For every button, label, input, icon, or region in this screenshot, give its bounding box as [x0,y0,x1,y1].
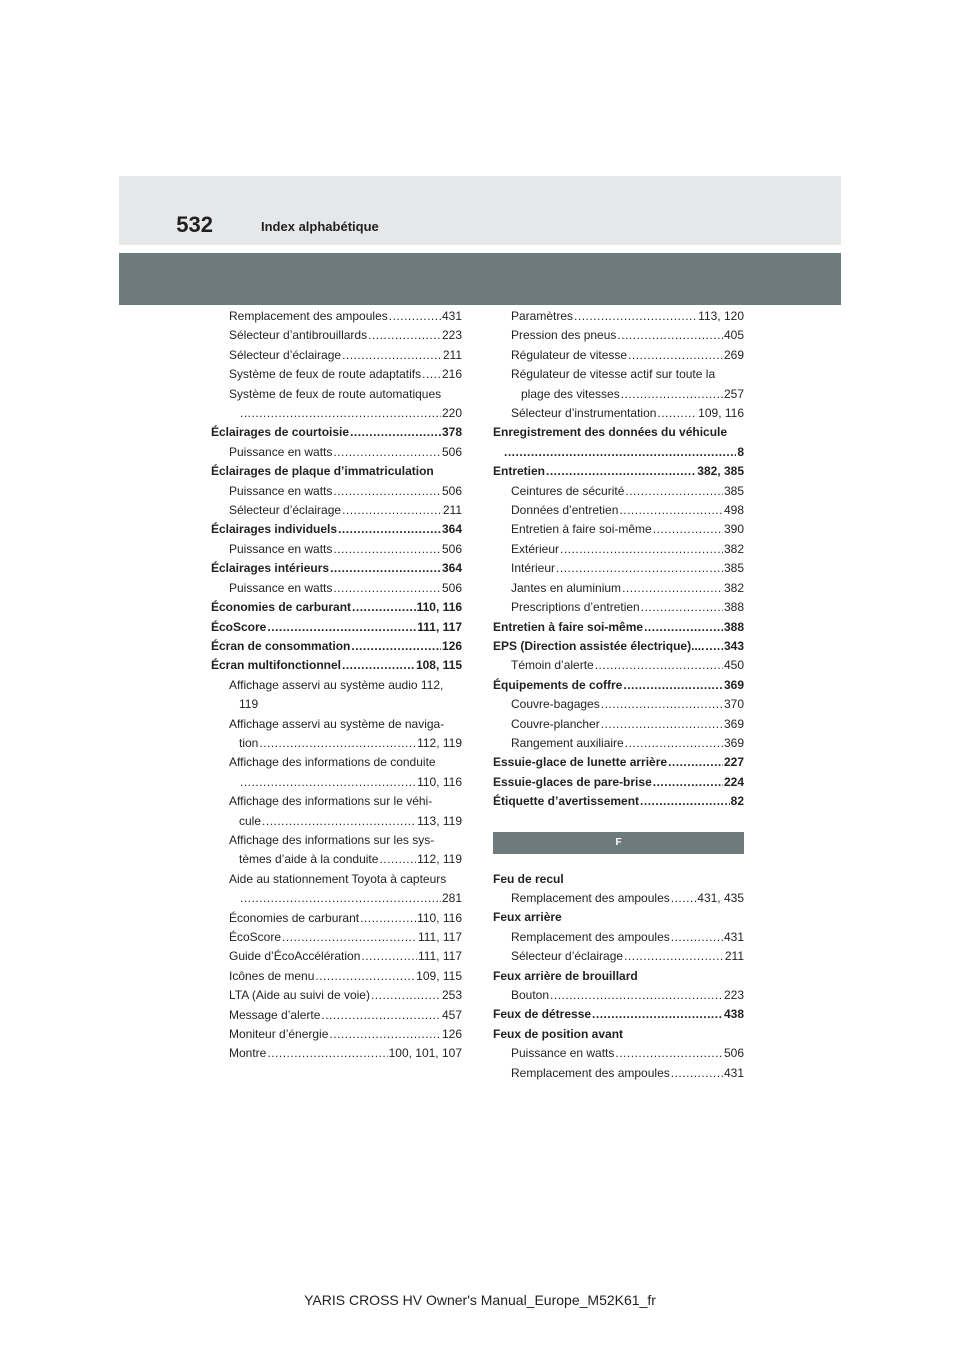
dot-leader [615,1044,723,1063]
index-page-ref: 364 [441,561,462,576]
dot-leader [321,1006,441,1025]
index-heading: Feux arrière de brouillard [493,968,638,983]
index-entry [211,307,462,326]
index-entry [493,326,744,345]
index-entry-label: Pression des pneus [511,328,617,343]
index-entry [211,928,462,947]
dot-leader [361,947,417,966]
index-entry-label: Guide d’ÉcoAccélération [229,949,361,964]
index-page-ref: 369 [723,735,744,750]
index-page-ref: 431 [723,929,744,944]
dot-leader [653,520,723,539]
index-entry [493,947,744,966]
index-entry [493,1064,744,1083]
index-entry [211,812,462,831]
index-heading: Feux arrière [493,910,562,925]
index-entry [493,1044,744,1063]
dot-leader [267,618,416,637]
index-entry-label: Bouton [511,988,550,1002]
dot-leader [657,404,697,423]
index-entry-label: Essuie-glaces de pare-brise [493,774,652,789]
index-page-ref: 388 [723,619,744,634]
page-footer: YARIS CROSS HV Owner's Manual_Europe_M52K61_fr [304,1292,656,1308]
index-page-ref: 223 [441,328,462,343]
header-dark-band [119,253,841,305]
dot-leader [240,773,416,792]
index-heading [493,676,744,695]
index-page-ref: 269 [723,347,744,362]
index-entry-label: Système de feux de route adaptatifs [229,367,422,382]
dot-leader [671,928,723,947]
index-page-ref: 224 [723,774,744,789]
dot-leader [282,928,417,947]
dot-leader [640,792,730,811]
index-entry-label: Sélecteur d’antibrouillards [229,328,368,343]
index-page-ref: 220 [441,406,462,421]
index-page-ref: 110, 116 [416,600,462,615]
index-page-ref: 110, 116 [417,774,462,789]
index-heading [211,656,462,675]
index-entry [211,947,462,966]
dot-leader [644,618,723,637]
index-page-ref: 378 [441,425,462,440]
index-entry [493,928,744,947]
dot-leader [574,307,697,326]
index-page-ref: 109, 116 [698,406,744,421]
index-entry-label: Affichage des informations sur le véhi- [229,794,433,809]
index-heading [211,423,462,442]
index-page-ref: 113, 119 [417,813,462,828]
index-page-ref: 211 [442,347,462,362]
index-entry-continuation: plage des vitesses [521,386,620,401]
index-entry [493,889,744,908]
dot-leader [560,540,723,559]
dot-leader [338,520,441,539]
dot-leader [333,579,441,598]
dot-leader [668,753,723,772]
index-entry [211,540,462,559]
index-entry [493,695,744,714]
index-entry-label: Ceintures de sécurité [511,483,625,498]
index-entry-label: ÉcoScore [211,619,267,634]
index-entry-label: Affichage asservi au système de naviga- [229,716,445,731]
dot-leader [267,1044,387,1063]
index-heading: Feux de position avant [493,1026,624,1041]
index-entry-label: Icônes de menu [229,968,315,983]
index-page-ref: 450 [723,658,744,673]
index-entry-label: Éclairages individuels [211,522,338,537]
index-column-left [211,307,462,1064]
index-entry [211,365,462,384]
index-heading [493,462,744,481]
index-page-ref: 506 [441,444,462,459]
index-entry [493,540,744,559]
index-entry-label: Prescriptions d’entretien [511,600,640,615]
index-heading [493,637,744,656]
dot-leader [259,734,416,753]
index-entry-label: Puissance en watts [511,1046,615,1061]
index-page-ref: 126 [441,1027,462,1042]
index-entry [211,889,462,908]
index-page-ref: 110, 116 [417,910,462,925]
index-entry-label: Éclairages de courtoisie [211,425,350,440]
dot-leader [315,967,415,986]
dot-leader [333,443,441,462]
index-entry-label: Système de feux de route automatiques [229,386,442,401]
index-page-ref: 382, 385 [697,464,744,479]
index-entry [493,443,744,462]
index-page-ref: 369 [723,716,744,731]
index-entry-label: Remplacement des ampoules [229,309,388,323]
index-page-ref: 253 [441,988,462,1003]
index-heading [211,559,462,578]
index-entry-label: Sélecteur d’instrumentation [511,406,657,421]
index-entry-label: Puissance en watts [229,444,333,459]
dot-leader [592,1005,723,1024]
index-heading [493,1005,744,1024]
dot-leader [556,559,723,578]
index-entry [493,656,744,675]
index-page-ref: 343 [723,638,744,653]
index-entry-label: Équipements de coffre [493,677,623,692]
index-page-ref: 108, 115 [415,658,462,673]
index-entry-label: Feux de détresse [493,1007,592,1022]
index-heading [493,773,744,792]
index-entry-label: Message d’alerte [229,1007,321,1022]
index-page-ref: 438 [723,1007,744,1022]
dot-leader [622,579,723,598]
index-entry-label: Sélecteur d’éclairage [229,503,342,518]
index-entry [211,909,462,928]
index-page-ref: 257 [723,386,744,401]
index-entry-label: Remplacement des ampoules [511,929,670,944]
index-entry-label: EPS (Direction assistée électrique).... [493,638,705,653]
index-page-ref: 498 [723,503,744,518]
index-column-right [493,307,744,1083]
index-entry [493,715,744,734]
index-entry-label: Éclairages intérieurs [211,561,330,576]
index-entry-label: ÉcoScore [229,930,282,944]
index-heading: Feu de recul [493,871,564,886]
dot-leader [623,676,723,695]
dot-leader [330,559,441,578]
dot-leader [624,947,724,966]
index-entry [211,967,462,986]
index-page-ref: 405 [723,328,744,343]
page-number: 532 [176,212,213,237]
index-page-ref: 390 [723,522,744,537]
index-entry [493,520,744,539]
dot-leader [371,986,441,1005]
index-heading [211,618,462,637]
dot-leader [360,909,416,928]
index-heading [493,618,744,637]
index-entry-label: Régulateur de vitesse actif sur toute la [511,367,716,382]
index-entry-label: Écran multifonctionnel [211,658,342,673]
header-band [119,176,841,245]
index-entry [211,482,462,501]
index-group-e [493,307,744,812]
index-entry [493,579,744,598]
dot-leader [352,598,416,617]
index-entry-label: Témoin d’alerte [511,658,594,673]
index-heading [211,520,462,539]
index-page-ref: 281 [441,891,462,906]
index-entry [211,850,462,869]
dot-leader [333,540,441,559]
dot-leader [601,715,723,734]
index-page-ref: 126 [441,638,462,653]
dot-leader [368,326,441,345]
index-entry [493,559,744,578]
dot-leader [671,1064,723,1083]
index-entry-label: Puissance en watts [229,580,333,595]
index-page-ref: 111, 117 [417,930,462,944]
index-entry-label: Écran de consommation [211,638,351,653]
index-page-ref: 382 [723,580,744,595]
index-heading [493,792,744,811]
index-entry [493,307,744,326]
dot-leader [329,1025,441,1044]
index-entry-label: Intérieur [511,561,556,576]
dot-leader [240,404,441,423]
index-entry [211,404,462,423]
dot-leader [342,501,442,520]
index-entry-label: Jantes en aluminium [511,580,622,595]
index-entry-label: Puissance en watts [229,483,333,498]
index-page-ref: 100, 101, 107 [388,1046,462,1061]
dot-leader [333,482,441,501]
index-page-ref: 385 [723,561,744,576]
index-page-ref: 216 [441,367,462,382]
index-entry [211,501,462,520]
index-page-ref: 113, 120 [698,309,744,323]
index-entry [211,1025,462,1044]
dot-leader [619,501,723,520]
index-entry-label: Économies de carburant [229,910,360,925]
index-entry-label: Enregistrement des données du véhicule [493,425,728,440]
index-heading [493,753,744,772]
index-entry [211,443,462,462]
index-entry-label: Données d’entretien [511,503,619,518]
index-page-ref: 364 [441,522,462,537]
dot-leader [621,385,723,404]
index-entry-label: Affichage des informations sur les sys- [229,832,435,847]
index-entry [211,579,462,598]
index-entry [493,986,744,1005]
index-entry [493,385,744,404]
index-page-ref: 506 [723,1046,744,1061]
index-entry [211,326,462,345]
dot-leader [262,812,416,831]
index-entry-label: Couvre-bagages [511,697,600,712]
index-entry-label: Économies de carburant [211,600,352,615]
index-page-ref: 457 [441,1007,462,1022]
index-page-ref: 431, 435 [697,890,744,905]
dot-leader [625,734,723,753]
index-page-ref: 506 [441,541,462,556]
index-entry-label: Essuie-glace de lunette arrière [493,755,668,770]
index-group-f [493,870,744,1083]
index-page-ref: 382 [723,541,744,556]
index-entry-continuation: tèmes d’aide à la conduite [239,852,379,867]
index-entry-label: Affichage asservi au système audio 112, [229,677,444,692]
index-entry-label: Puissance en watts [229,541,333,556]
index-entry-label: Affichage des informations de conduite [229,755,436,770]
index-entry-label: Entretien à faire soi-même [511,522,652,537]
index-entry [211,773,462,792]
index-entry-label: Paramètres [511,309,574,323]
dot-leader [641,598,723,617]
index-entry [211,986,462,1005]
index-page-ref: 112, 119 [417,852,462,867]
letter-divider-f: F [493,832,744,854]
dot-leader [628,346,723,365]
index-entry [493,734,744,753]
index-page-ref: 431 [723,1065,744,1080]
dot-leader [705,637,723,656]
dot-leader [617,326,723,345]
index-heading [211,598,462,617]
index-page-ref: 370 [723,697,744,712]
dot-leader [546,462,696,481]
dot-leader [240,889,441,908]
index-entry [493,598,744,617]
index-heading [211,637,462,656]
dot-leader [379,850,416,869]
dot-leader [351,637,441,656]
index-page-ref: 111, 117 [417,619,462,634]
dot-leader [504,443,736,462]
index-page-ref: 112, 119 [417,735,462,750]
index-entry-label: Remplacement des ampoules [511,1065,670,1080]
index-page-ref: 211 [442,503,462,518]
index-entry-label: Aide au stationnement Toyota à capteurs [229,871,447,886]
index-entry-label: Couvre-plancher [511,716,600,731]
index-entry-label: Moniteur d’énergie [229,1027,329,1042]
index-heading: Éclairages de plaque d’immatriculation [211,464,434,479]
dot-leader [625,482,723,501]
index-page-ref: 8 [737,444,744,459]
index-entry-continuation: 119 [239,697,259,712]
index-page-ref: 227 [723,755,744,770]
index-entry-label: Régulateur de vitesse [511,347,628,362]
index-page-ref: 431 [441,309,462,323]
index-page-ref: 506 [441,580,462,595]
index-entry [493,482,744,501]
index-page-ref: 211 [724,949,744,964]
index-entry-label: Extérieur [511,541,560,556]
index-page-ref: 223 [723,988,744,1002]
index-entry [211,695,462,714]
index-entry [211,346,462,365]
index-page-ref: 369 [723,677,744,692]
index-entry-label: Montre [229,1046,267,1061]
index-entry-label: Étiquette d’avertissement [493,794,640,809]
index-entry-label: Sélecteur d’éclairage [229,347,342,362]
dot-leader [350,423,441,442]
index-page-ref: 506 [441,483,462,498]
index-entry-label: Entretien à faire soi-même [493,619,644,634]
index-entry-label: Entretien [493,464,546,479]
index-entry [493,404,744,423]
section-title: Index alphabétique [261,219,379,234]
index-entry-label: Sélecteur d’éclairage [511,949,624,964]
index-page-ref: 82 [730,794,744,809]
dot-leader [342,656,415,675]
index-entry [211,734,462,753]
dot-leader [653,773,723,792]
dot-leader [671,889,697,908]
index-entry [211,1006,462,1025]
index-page-ref: 111, 117 [417,949,462,964]
index-entry [493,346,744,365]
dot-leader [595,656,723,675]
index-page-ref: 109, 115 [416,968,462,983]
index-entry [493,501,744,520]
index-page-ref: 385 [723,483,744,498]
index-page-ref: 388 [723,600,744,615]
index-entry [211,1044,462,1063]
index-entry-label: Rangement auxiliaire [511,735,624,750]
dot-leader [342,346,442,365]
index-entry-continuation: cule [239,813,262,828]
index-entry-label: Remplacement des ampoules [511,890,670,905]
dot-leader [601,695,723,714]
dot-leader [550,986,723,1005]
dot-leader [422,365,441,384]
index-entry-continuation: tion [239,735,259,750]
index-entry-label: LTA (Aide au suivi de voie) [229,988,370,1003]
dot-leader [389,307,441,326]
